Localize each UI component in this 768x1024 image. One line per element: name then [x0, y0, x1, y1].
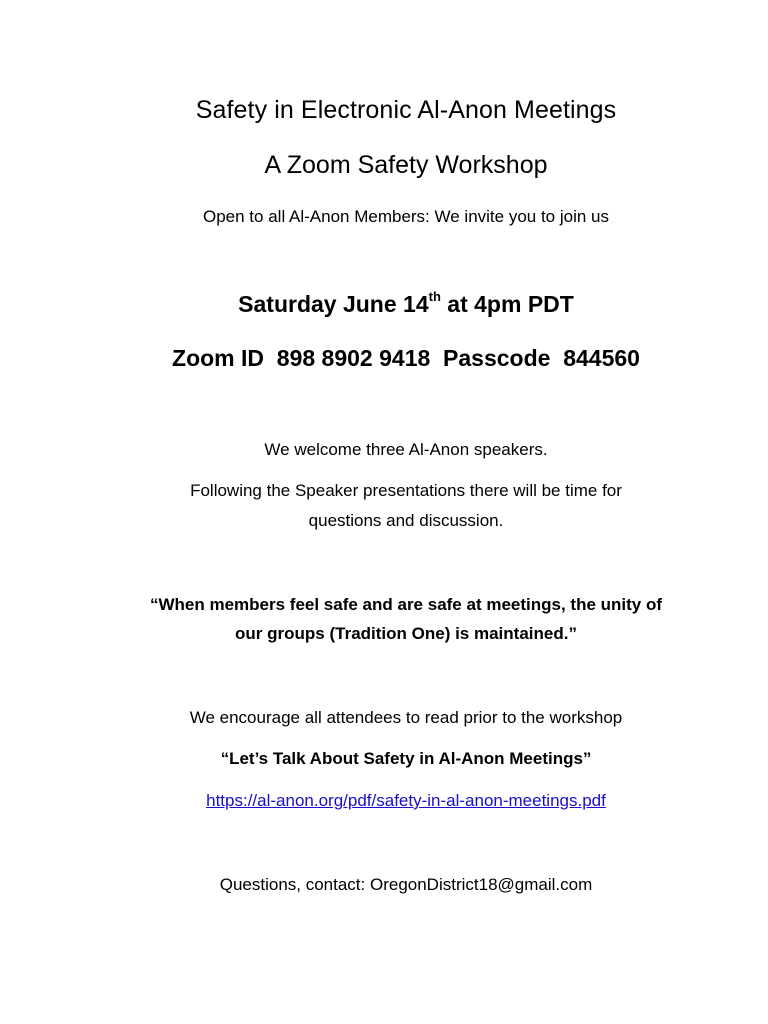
- flyer-title: Safety in Electronic Al-Anon Meetings: [195, 96, 617, 124]
- invitation-text: Open to all Al-Anon Members: We invite you to join us: [203, 207, 609, 226]
- document-title: “Let’s Talk About Safety in Al-Anon Meetings”: [220, 749, 592, 768]
- event-date-ordinal: th: [428, 289, 441, 305]
- document-link[interactable]: https://al-anon.org/pdf/safety-in-al-anon-meetings.pdf: [206, 791, 606, 810]
- presentation-text-line-2: questions and discussion.: [308, 511, 504, 530]
- speakers-text: We welcome three Al-Anon speakers.: [264, 440, 548, 459]
- presentation-text-line-1: Following the Speaker presentations there will be time for: [190, 481, 622, 500]
- quote-line-1: “When members feel safe and are safe at meetings, the unity of: [149, 595, 663, 614]
- event-date: [0, 291, 768, 319]
- event-date-main: Saturday June 14: [238, 291, 429, 317]
- quote-line-2: our groups (Tradition One) is maintained.”: [235, 624, 577, 643]
- read-prompt: We encourage all attendees to read prior to the workshop: [189, 708, 623, 727]
- flyer-subtitle: A Zoom Safety Workshop: [264, 151, 548, 179]
- zoom-details: Zoom ID 898 8902 9418 Passcode 844560: [172, 345, 640, 371]
- event-time: at 4pm PDT: [440, 291, 574, 317]
- document-link-row: [0, 791, 768, 811]
- contact-text: Questions, contact: OregonDistrict18@gmail.com: [219, 875, 593, 894]
